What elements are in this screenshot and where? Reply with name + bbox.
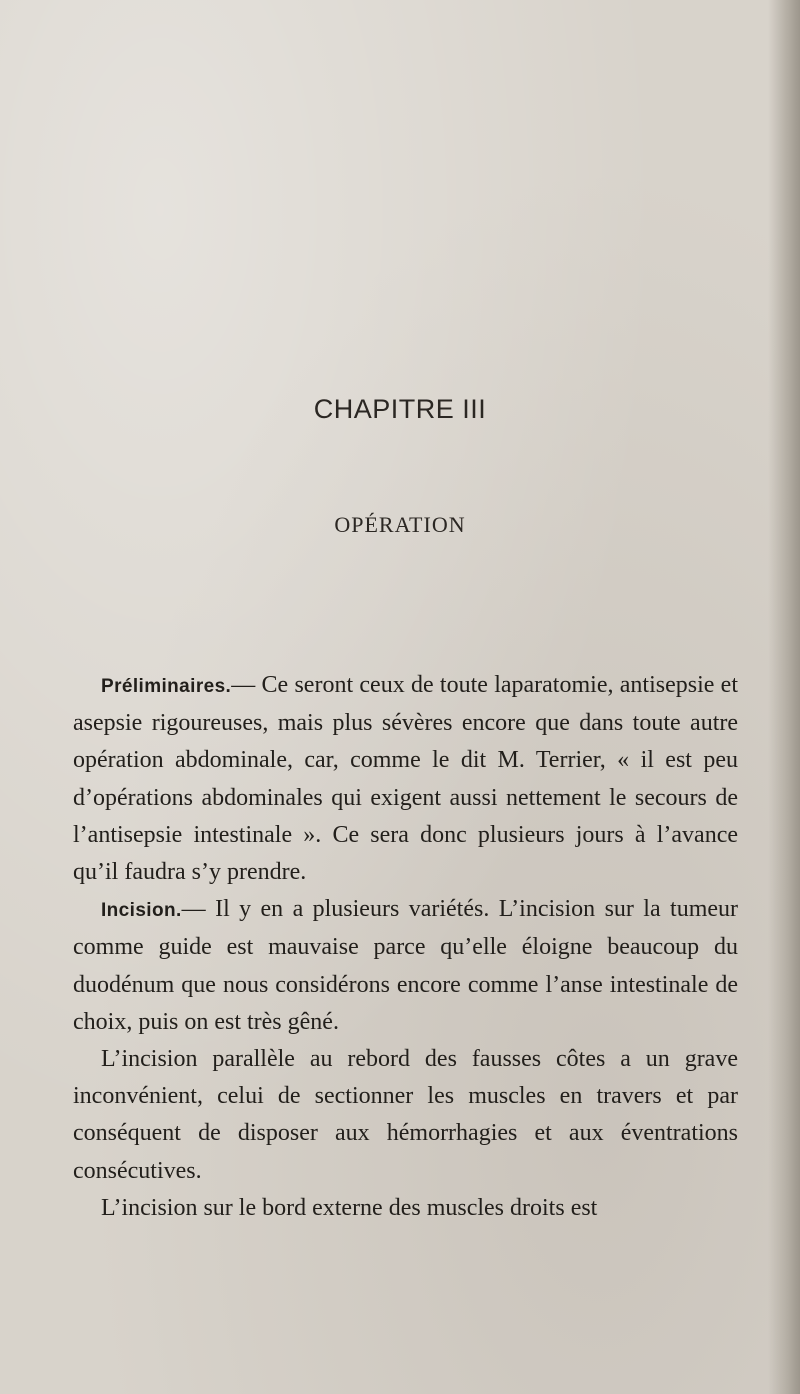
run-in-heading: Préliminaires. (101, 676, 232, 697)
paragraph-incision (73, 891, 738, 1041)
paragraph-text: L’incision parallèle au rebord des fausses côtes a un grave inconvénient, celui de sectionner les muscles en travers et par conséquent de disposer aux hémorrhagies et aux éventrations consécutives. (73, 1046, 738, 1184)
paragraph-preliminaires (73, 667, 738, 891)
body-text (73, 667, 738, 1227)
paragraph-text: — Ce seront ceux de toute laparatomie, antisepsie et asepsie rigoureuses, mais plus sévères encore que dans toute autre opération abdominale, car, comme le dit M. Terrier, « il est peu d’opérations abdominales qui exigent aussi nettement le secours de l’antisepsie intestinale ». Ce sera donc plusieurs jours à l’avance qu’il faudra s’y prendre. (73, 672, 738, 886)
run-in-heading: Incision. (101, 900, 182, 922)
paragraph-incision-bord-externe (73, 1190, 738, 1227)
paragraph-text: L’incision sur le bord externe des muscles droits est (101, 1194, 598, 1221)
page-edge-shadow (768, 0, 800, 1394)
paragraph-incision-parallele (73, 1041, 738, 1190)
section-title: OPÉRATION (334, 512, 466, 537)
paragraph-text: — Il y en a plusieurs variétés. L’incision sur la tumeur comme guide est mauvaise parce qu’elle éloigne beaucoup du duodénum que nous considérons encore comme l’anse intestinale de choix, puis on est très gêné. (73, 896, 738, 1035)
chapter-heading: CHAPITRE III (313, 394, 487, 424)
